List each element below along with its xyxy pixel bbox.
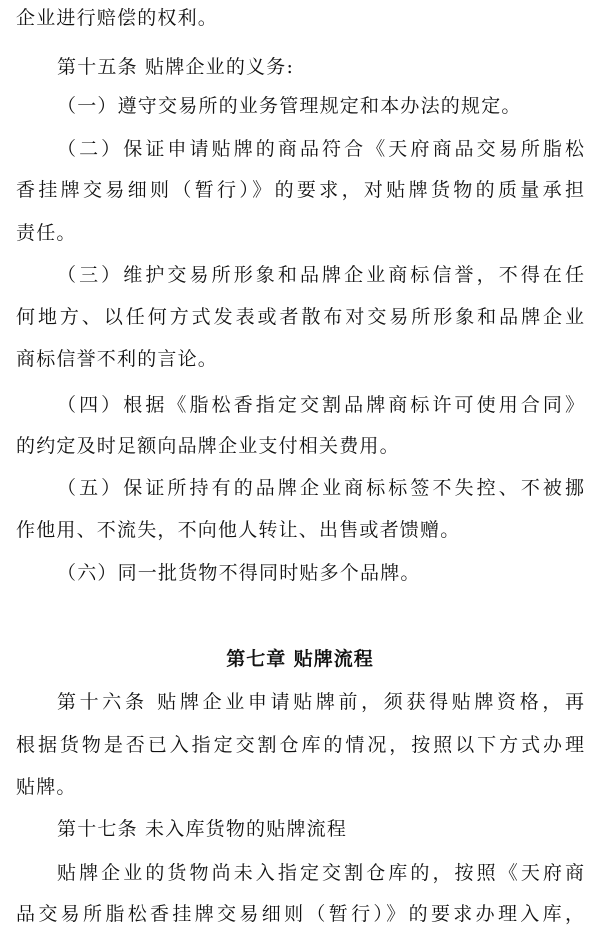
clause-line: 何地方、以任何方式发表或者散布对交易所形象和品牌企业 <box>16 306 584 328</box>
clause-line: （四）根据《脂松香指定交割品牌商标许可使用合同》 <box>57 394 584 416</box>
clause-line: （二）保证申请贴牌的商品符合《天府商品交易所脂松 <box>57 138 584 160</box>
clause-line: （六）同一批货物不得同时贴多个品牌。 <box>57 562 421 584</box>
clause-line: 商标信誉不利的言论。 <box>16 348 219 370</box>
clause-line: 的约定及时足额向品牌企业支付相关费用。 <box>16 435 400 457</box>
clause-line: 作他用、不流失，不向他人转让、出售或者馈赠。 <box>16 519 461 541</box>
chapter-heading: 第七章 贴牌流程 <box>226 648 374 670</box>
article-16-line: 贴牌。 <box>16 776 77 798</box>
paragraph-line: 企业进行赔偿的权利。 <box>16 7 219 29</box>
clause-line: 责任。 <box>16 222 77 244</box>
article-16-line: 第十六条 贴牌企业申请贴牌前，须获得贴牌资格，再 <box>57 691 584 713</box>
article-17-line: 贴牌企业的货物尚未入指定交割仓库的，按照《天府商 <box>57 862 584 884</box>
clause-line: （五）保证所持有的品牌企业商标标签不失控、不被挪 <box>57 477 584 499</box>
article-16-line: 根据货物是否已入指定交割仓库的情况，按照以下方式办理 <box>16 734 584 756</box>
article-15-title: 第十五条 贴牌企业的义务: <box>57 56 295 78</box>
clause-line: （三）维护交易所形象和品牌企业商标信誉，不得在任 <box>57 264 584 286</box>
clause-line: （一）遵守交易所的业务管理规定和本办法的规定。 <box>57 95 522 117</box>
article-17-title: 第十七条 未入库货物的贴牌流程 <box>57 818 348 840</box>
clause-line: 香挂牌交易细则（暂行）》的要求，对贴牌货物的质量承担 <box>16 179 584 201</box>
article-17-line: 品交易所脂松香挂牌交易细则（暂行）》的要求办理入库， <box>16 903 584 925</box>
